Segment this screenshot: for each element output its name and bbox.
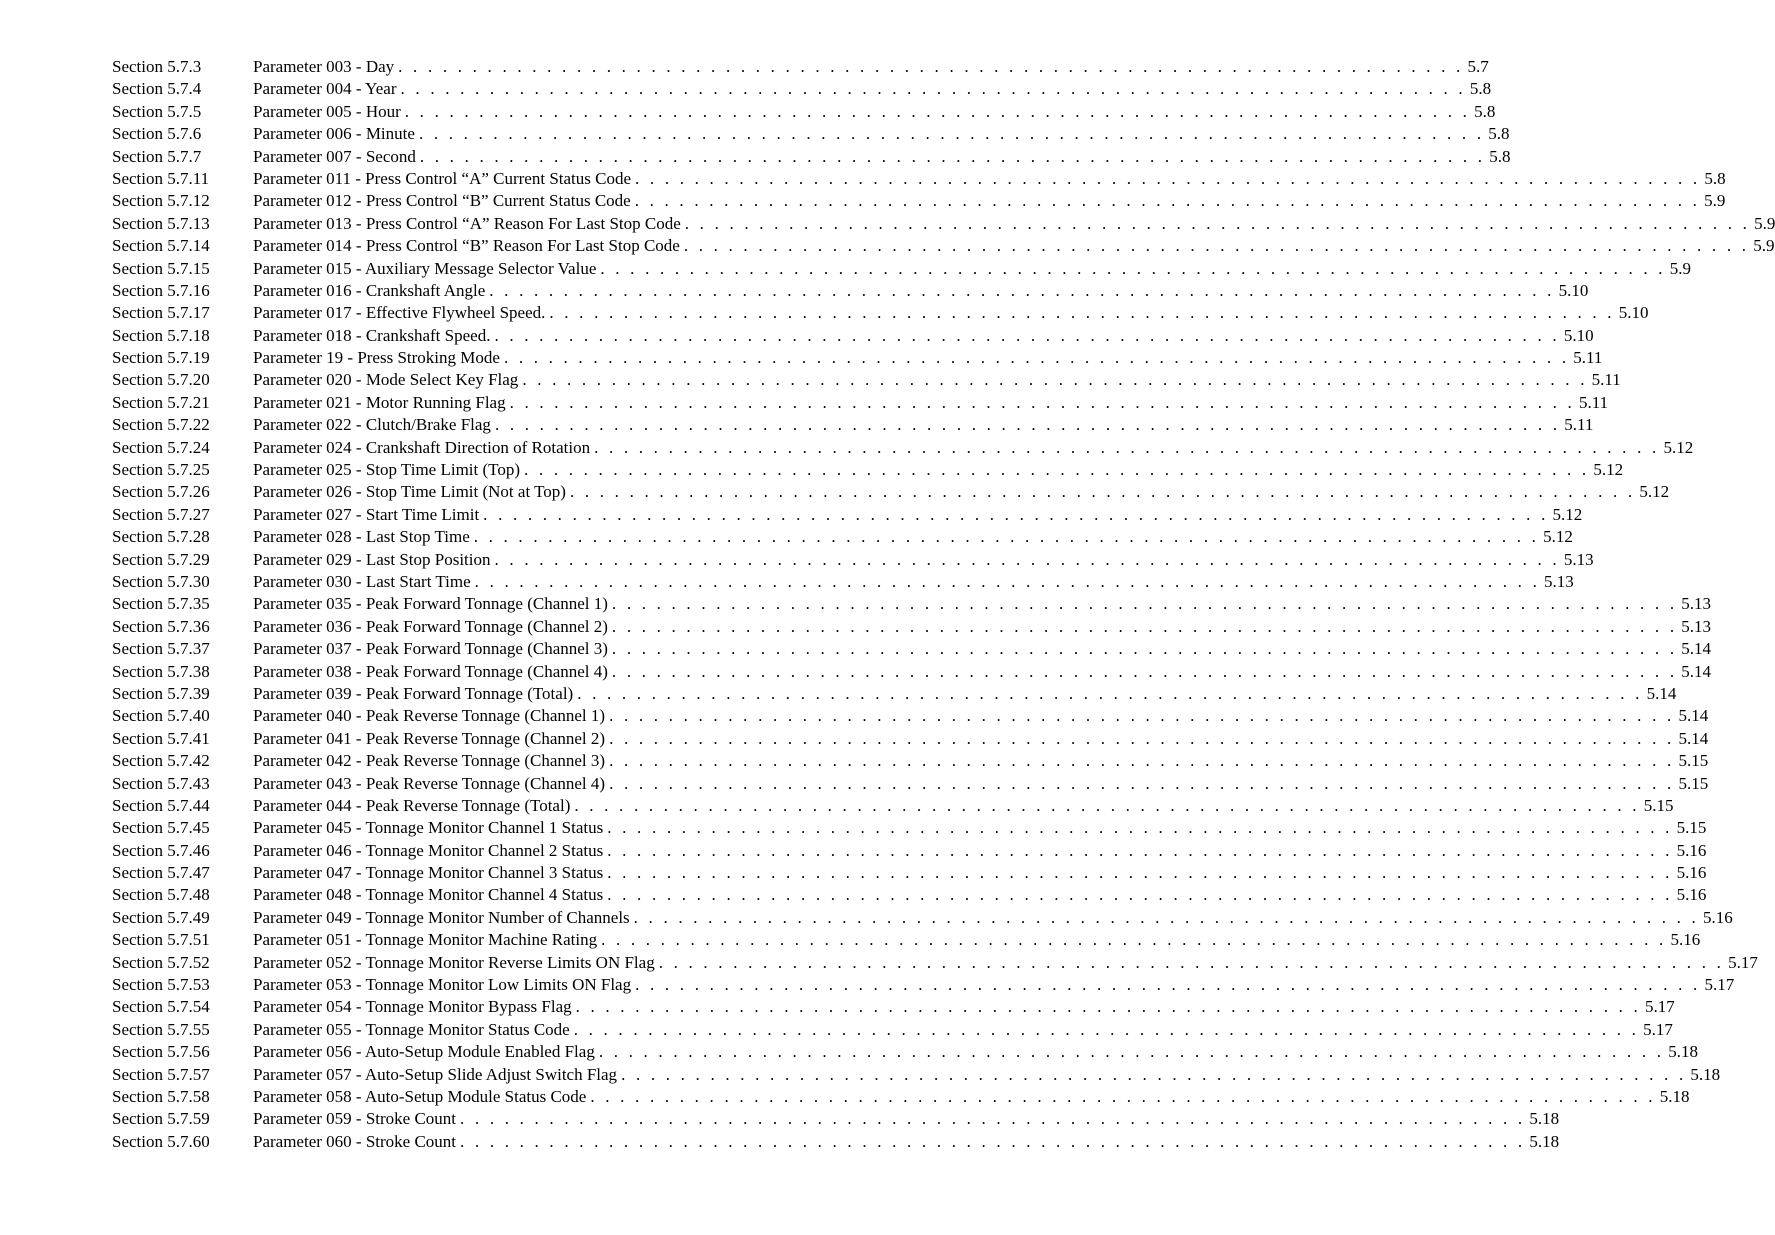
toc-page-number: 5.14 (1681, 661, 1712, 681)
toc-section-number: Section 5.7.6 (112, 124, 202, 144)
toc-page-number: 5.17 (1643, 1019, 1673, 1039)
toc-section-number: Section 5.7.46 (112, 840, 210, 860)
toc-entry-title: Parameter 046 - Tonnage Monitor Channel 2 Status (253, 840, 604, 860)
toc-page-number: 5.8 (1489, 146, 1511, 166)
toc-dot-leader: . . . . . . . . . . . . . . . . . . . . . . . . . . . . . . . . . . . . . . . . . . . . . . . . . . . . . . . . . . . . . . . . . . . . . . . . (509, 392, 1575, 412)
toc-entry-title: Parameter 005 - Hour (253, 101, 401, 121)
toc-entry-title: Parameter 021 - Motor Running Flag (253, 392, 506, 412)
toc-entry[interactable] (112, 996, 1675, 1018)
toc-dot-leader: . . . . . . . . . . . . . . . . . . . . . . . . . . . . . . . . . . . . . . . . . . . . . . . . . . . . . . . . . . . . . . . . . . . . . . . . (473, 527, 1540, 547)
toc-section-number: Section 5.7.17 (112, 303, 210, 323)
toc-section-number: Section 5.7.13 (112, 213, 210, 233)
toc-section-number: Section 5.7.25 (112, 460, 210, 480)
toc-dot-leader: . . . . . . . . . . . . . . . . . . . . . . . . . . . . . . . . . . . . . . . . . . . . . . . . . . . . . . . . . . . . . . . . . . . . . . . . (634, 191, 1701, 211)
toc-page-number: 5.13 (1681, 594, 1712, 614)
toc-dot-leader: . . . . . . . . . . . . . . . . . . . . . . . . . . . . . . . . . . . . . . . . . . . . . . . . . . . . . . . . . . . . . . . . . . . . . . . . (569, 482, 1636, 502)
toc-section-number: Section 5.7.11 (112, 168, 210, 188)
toc-entry-title: Parameter 024 - Crankshaft Direction of Rotation (253, 437, 591, 457)
toc-entry-title: Parameter 011 - Press Control “A” Current Status Code (253, 168, 632, 188)
toc-dot-leader: . . . . . . . . . . . . . . . . . . . . . . . . . . . . . . . . . . . . . . . . . . . . . . . . . . . . . . . . . . . . . . . . . . . . . . . . (460, 1109, 1526, 1129)
toc-page-number: 5.9 (1669, 258, 1691, 278)
toc-dot-leader: . . . . . . . . . . . . . . . . . . . . . . . . . . . . . . . . . . . . . . . . . . . . . . . . . . . . . . . . . . . . . . . . . . . . . . . . (575, 997, 1641, 1017)
toc-section-number: Section 5.7.38 (112, 661, 210, 681)
toc-entry[interactable] (112, 1086, 1690, 1108)
toc-section-number: Section 5.7.20 (112, 370, 210, 390)
toc-page-number: 5.10 (1618, 303, 1649, 323)
toc-section-number: Section 5.7.4 (112, 79, 202, 99)
toc-section-number: Section 5.7.40 (112, 706, 210, 726)
toc-section-number: Section 5.7.51 (112, 930, 210, 950)
toc-section-number: Section 5.7.28 (112, 527, 210, 547)
toc-entry-title: Parameter 058 - Auto-Setup Module Status Code (253, 1086, 587, 1106)
toc-page-number: 5.17 (1728, 952, 1758, 972)
toc-section-number: Section 5.7.53 (112, 975, 210, 995)
toc-dot-leader: . . . . . . . . . . . . . . . . . . . . . . . . . . . . . . . . . . . . . . . . . . . . . . . . . . . . . . . . . . . . . . . . . . . . . . . . (601, 930, 1667, 950)
toc-section-number: Section 5.7.48 (112, 885, 210, 905)
toc-page-number: 5.15 (1678, 773, 1709, 793)
toc-entry[interactable] (112, 437, 1694, 459)
toc-dot-leader: . . . . . . . . . . . . . . . . . . . . . . . . . . . . . . . . . . . . . . . . . . . . . . . . . . . . . . . . . . . . . . . . . . . . . . . . (607, 818, 1673, 838)
toc-page-number: 5.18 (1690, 1064, 1721, 1084)
toc-entry[interactable] (112, 571, 1574, 593)
toc-entry-title: Parameter 013 - Press Control “A” Reason For Last Stop Code (253, 213, 681, 233)
toc-section-number: Section 5.7.45 (112, 818, 210, 838)
toc-section-number: Section 5.7.14 (112, 236, 210, 256)
toc-entry[interactable] (112, 347, 1603, 369)
toc-entry-title: Parameter 056 - Auto-Setup Module Enabled Flag (253, 1042, 595, 1062)
toc-section-number: Section 5.7.3 (112, 57, 202, 76)
toc-entry[interactable] (112, 683, 1677, 705)
toc-entry[interactable] (112, 414, 1594, 436)
toc-section-number: Section 5.7.26 (112, 482, 210, 502)
toc-dot-leader: . . . . . . . . . . . . . . . . . . . . . . . . . . . . . . . . . . . . . . . . . . . . . . . . . . . . . . . . . . . . . . . . . . . . . . . . (611, 661, 1678, 681)
toc-entry-title: Parameter 030 - Last Start Time (253, 571, 471, 591)
toc-dot-leader: . . . . . . . . . . . . . . . . . . . . . . . . . . . . . . . . . . . . . . . . . . . . . . . . . . . . . . . . . . . . . . . . . . . . . . . . (611, 616, 1678, 636)
toc-dot-leader: . . . . . . . . . . . . . . . . . . . . . . . . . . . . . . . . . . . . . . . . . . . . . . . . . . . . . . . . . . . . . . . . . . . . . . . . (573, 1019, 1640, 1039)
toc-section-number: Section 5.7.27 (112, 504, 210, 524)
toc-dot-leader: . . . . . . . . . . . . . . . . . . . . . . . . . . . . . . . . . . . . . . . . . . . . . . . . . . . . . . . . . . . . . . . . . . . . . . . . (684, 213, 1751, 233)
toc-entry-title: Parameter 004 - Year (253, 79, 397, 99)
table-of-contents (112, 56, 1775, 1153)
toc-entry[interactable] (112, 1019, 1673, 1041)
toc-entry-title: Parameter 014 - Press Control “B” Reason For Last Stop Code (253, 236, 680, 256)
toc-page-number: 5.16 (1676, 885, 1707, 905)
toc-dot-leader: . . . . . . . . . . . . . . . . . . . . . . . . . . . . . . . . . . . . . . . . . . . . . . . . . . . . . . . . . . . . . . . . . . . . . . . . (494, 549, 1560, 569)
toc-entry-title: Parameter 049 - Tonnage Monitor Number of Channels (253, 907, 630, 927)
toc-dot-leader: . . . . . . . . . . . . . . . . . . . . . . . . . . . . . . . . . . . . . . . . . . . . . . . . . . . . . . . . . . . . . . . . . . . . . . . . (483, 504, 1549, 524)
toc-page-number: 5.8 (1704, 168, 1726, 188)
toc-dot-leader: . . . . . . . . . . . . . . . . . . . . . . . . . . . . . . . . . . . . . . . . . . . . . . . . . . . . . . . . . . . . . . . . . . . . . . . . (522, 370, 1588, 390)
toc-entry-title: Parameter 017 - Effective Flywheel Speed. (253, 303, 546, 323)
toc-entry[interactable] (112, 884, 1707, 906)
toc-entry-title: Parameter 055 - Tonnage Monitor Status Code (253, 1019, 570, 1039)
toc-page-number: 5.13 (1563, 549, 1594, 569)
toc-entry-title: Parameter 020 - Mode Select Key Flag (253, 370, 519, 390)
toc-entry-title: Parameter 19 - Press Stroking Mode (253, 348, 500, 368)
toc-section-number: Section 5.7.29 (112, 549, 210, 569)
toc-dot-leader: . . . . . . . . . . . . . . . . . . . . . . . . . . . . . . . . . . . . . . . . . . . . . . . . . . . . . . . . . . . . . . . . . . . . . . . . (590, 1086, 1656, 1106)
toc-entry[interactable] (112, 235, 1775, 257)
toc-page-number: 5.11 (1564, 415, 1594, 435)
toc-dot-leader: . . . . . . . . . . . . . . . . . . . . . . . . . . . . . . . . . . . . . . . . . . . . . . . . . . . . . . . . . . . . . . . . . . . . . . . . (503, 348, 1570, 368)
toc-section-number: Section 5.7.44 (112, 795, 210, 815)
toc-section-number: Section 5.7.36 (112, 616, 210, 636)
toc-page-number: 5.13 (1681, 616, 1712, 636)
toc-entry[interactable] (112, 1064, 1721, 1086)
toc-entry-title: Parameter 044 - Peak Reverse Tonnage (Total) (253, 795, 571, 815)
toc-entry[interactable] (112, 840, 1707, 862)
toc-entry-title: Parameter 038 - Peak Forward Tonnage (Channel 4) (253, 661, 608, 681)
toc-entry-title: Parameter 016 - Crankshaft Angle (253, 280, 486, 300)
toc-page-number: 5.9 (1753, 236, 1775, 256)
toc-entry[interactable] (112, 974, 1735, 996)
toc-page-number: 5.16 (1676, 863, 1707, 883)
toc-page-number: 5.15 (1643, 795, 1674, 815)
toc-entry-title: Parameter 037 - Peak Forward Tonnage (Channel 3) (253, 639, 608, 659)
toc-dot-leader: . . . . . . . . . . . . . . . . . . . . . . . . . . . . . . . . . . . . . . . . . . . . . . . . . . . . . . . . . . . . . . . . . . . . . . . . (404, 101, 1471, 121)
toc-entry[interactable] (112, 638, 1712, 660)
toc-entry-title: Parameter 042 - Peak Reverse Tonnage (Channel 3) (253, 751, 606, 771)
toc-entry-title: Parameter 047 - Tonnage Monitor Channel 3 Status (253, 863, 604, 883)
toc-entry[interactable] (112, 101, 1496, 123)
toc-section-number: Section 5.7.56 (112, 1042, 210, 1062)
toc-page-number: 5.8 (1469, 79, 1492, 99)
toc-section-number: Section 5.7.54 (112, 997, 210, 1017)
toc-section-number: Section 5.7.42 (112, 751, 210, 771)
toc-dot-leader: . . . . . . . . . . . . . . . . . . . . . . . . . . . . . . . . . . . . . . . . . . . . . . . . . . . . . . . . . . . . . . . . . . . . . . . . (489, 280, 1555, 300)
toc-section-number: Section 5.7.55 (112, 1019, 210, 1039)
toc-section-number: Section 5.7.24 (112, 437, 210, 457)
toc-dot-leader: . . . . . . . . . . . . . . . . . . . . . . . . . . . . . . . . . . . . . . . . . . . . . . . . . . . . . . . . . . . . . . . . . . . . . . . . (598, 1042, 1665, 1062)
toc-section-number: Section 5.7.12 (112, 191, 210, 211)
toc-page-number: 5.18 (1659, 1086, 1690, 1106)
toc-page-number: 5.11 (1591, 370, 1621, 390)
toc-entry-title: Parameter 039 - Peak Forward Tonnage (Total) (253, 683, 574, 703)
toc-dot-leader: . . . . . . . . . . . . . . . . . . . . . . . . . . . . . . . . . . . . . . . . . . . . . . . . . . . . . . . . . . . . . . . . . . . . . . . . (633, 907, 1700, 927)
toc-dot-leader: . . . . . . . . . . . . . . . . . . . . . . . . . . . . . . . . . . . . . . . . . . . . . . . . . . . . . . . . . . . . . . . . . . . . . . . . (609, 706, 1675, 726)
toc-dot-leader: . . . . . . . . . . . . . . . . . . . . . . . . . . . . . . . . . . . . . . . . . . . . . . . . . . . . . . . . . . . . . . . . . . . . . . . . (635, 168, 1701, 188)
toc-entry[interactable] (112, 280, 1589, 302)
toc-entry-title: Parameter 007 - Second (253, 146, 416, 166)
toc-entry[interactable] (112, 123, 1510, 145)
toc-page-number: 5.15 (1676, 818, 1707, 838)
toc-entry[interactable] (112, 459, 1624, 481)
toc-page-number: 5.12 (1593, 460, 1624, 480)
toc-dot-leader: . . . . . . . . . . . . . . . . . . . . . . . . . . . . . . . . . . . . . . . . . . . . . . . . . . . . . . . . . . . . . . . . . . . . . . . . (419, 146, 1486, 166)
toc-page-number: 5.12 (1639, 482, 1670, 502)
toc-section-number: Section 5.7.39 (112, 683, 210, 703)
toc-entry[interactable] (112, 907, 1733, 929)
toc-dot-leader: . . . . . . . . . . . . . . . . . . . . . . . . . . . . . . . . . . . . . . . . . . . . . . . . . . . . . . . . . . . . . . . . . . . . . . . . (611, 639, 1678, 659)
toc-dot-leader: . . . . . . . . . . . . . . . . . . . . . . . . . . . . . . . . . . . . . . . . . . . . . . . . . . . . . . . . . . . . . . . . . . . . . . . . (611, 594, 1678, 614)
toc-entry-title: Parameter 041 - Peak Reverse Tonnage (Channel 2) (253, 728, 606, 748)
toc-section-number: Section 5.7.59 (112, 1109, 210, 1129)
toc-entry[interactable] (112, 213, 1775, 235)
toc-entry[interactable] (112, 750, 1709, 772)
toc-page-number: 5.12 (1543, 527, 1573, 547)
toc-entry[interactable] (112, 661, 1712, 683)
toc-entry[interactable] (112, 795, 1674, 817)
toc-page-number: 5.12 (1663, 437, 1694, 457)
toc-entry[interactable] (112, 929, 1701, 951)
toc-page-number: 5.9 (1754, 213, 1775, 233)
toc-section-number: Section 5.7.15 (112, 258, 210, 278)
toc-entry-title: Parameter 012 - Press Control “B” Current Status Code (253, 191, 631, 211)
toc-section-number: Section 5.7.18 (112, 325, 210, 345)
toc-entry-title: Parameter 003 - Day (253, 57, 395, 76)
toc-entry-title: Parameter 054 - Tonnage Monitor Bypass Flag (253, 997, 572, 1017)
toc-dot-leader: . . . . . . . . . . . . . . . . . . . . . . . . . . . . . . . . . . . . . . . . . . . . . . . . . . . . . . . . . . . . . . . . . . . . . . . . (400, 79, 1466, 99)
toc-dot-leader: . . . . . . . . . . . . . . . . . . . . . . . . . . . . . . . . . . . . . . . . . . . . . . . . . . . . . . . . . . . . . . . . . . . . . . . . (609, 751, 1675, 771)
toc-page-number: 5.14 (1646, 683, 1677, 703)
toc-entry[interactable] (112, 862, 1707, 884)
toc-entry-title: Parameter 018 - Crankshaft Speed. (253, 325, 491, 345)
toc-entry-title: Parameter 028 - Last Stop Time (253, 527, 470, 547)
toc-page-number: 5.16 (1676, 840, 1707, 860)
toc-section-number: Section 5.7.43 (112, 773, 210, 793)
toc-section-number: Section 5.7.60 (112, 1131, 210, 1151)
toc-dot-leader: . . . . . . . . . . . . . . . . . . . . . . . . . . . . . . . . . . . . . . . . . . . . . . . . . . . . . . . . . . . . . . . . . . . . . . . . (494, 325, 1560, 345)
toc-page-number: 5.15 (1678, 751, 1709, 771)
toc-section-number: Section 5.7.16 (112, 280, 210, 300)
toc-entry[interactable] (112, 392, 1609, 414)
toc-page-number: 5.17 (1704, 975, 1735, 995)
toc-entry[interactable] (112, 302, 1649, 324)
toc-dot-leader: . . . . . . . . . . . . . . . . . . . . . . . . . . . . . . . . . . . . . . . . . . . . . . . . . . . . . . . . . . . . . . . . . . . . . . . . (607, 885, 1673, 905)
toc-section-number: Section 5.7.41 (112, 728, 210, 748)
toc-page-number: 5.9 (1704, 191, 1726, 211)
toc-page-number: 5.8 (1488, 124, 1510, 144)
toc-section-number: Section 5.7.19 (112, 348, 210, 368)
toc-page-number: 5.17 (1644, 997, 1675, 1017)
toc-dot-leader: . . . . . . . . . . . . . . . . . . . . . . . . . . . . . . . . . . . . . . . . . . . . . . . . . . . . . . . . . . . . . . . . . . . . . . . . (621, 1064, 1687, 1084)
toc-dot-leader: . . . . . . . . . . . . . . . . . . . . . . . . . . . . . . . . . . . . . . . . . . . . . . . . . . . . . . . . . . . . . . . . . . . . . . . . (607, 863, 1673, 883)
toc-dot-leader: . . . . . . . . . . . . . . . . . . . . . . . . . . . . . . . . . . . . . . . . . . . . . . . . . . . . . . . . . . . . . . . . . . . . . . . . (607, 840, 1673, 860)
toc-entry[interactable] (112, 258, 1691, 280)
toc-dot-leader: . . . . . . . . . . . . . . . . . . . . . . . . . . . . . . . . . . . . . . . . . . . . . . . . . . . . . . . . . . . . . . . . . . . . . . . . (635, 975, 1701, 995)
toc-dot-leader: . . . . . . . . . . . . . . . . . . . . . . . . . . . . . . . . . . . . . . . . . . . . . . . . . . . . . . . . . . . . . . . . . . . . . . . . (658, 952, 1725, 972)
toc-dot-leader: . . . . . . . . . . . . . . . . . . . . . . . . . . . . . . . . . . . . . . . . . . . . . . . . . . . . . . . . . . . . . . . . . . . . . . . . (574, 795, 1640, 815)
toc-page-number: 5.8 (1474, 101, 1496, 121)
toc-page-number: 5.12 (1552, 504, 1583, 524)
toc-entry-title: Parameter 036 - Peak Forward Tonnage (Channel 2) (253, 616, 608, 636)
toc-entry-title: Parameter 045 - Tonnage Monitor Channel 1 Status (253, 818, 604, 838)
toc-entry[interactable] (112, 549, 1594, 571)
toc-page-number: 5.14 (1678, 706, 1709, 726)
toc-section-number: Section 5.7.58 (112, 1086, 210, 1106)
toc-page-number: 5.18 (1529, 1109, 1560, 1129)
toc-page-number: 5.16 (1703, 907, 1733, 927)
toc-entry[interactable] (112, 168, 1726, 190)
toc-entry-title: Parameter 057 - Auto-Setup Slide Adjust Switch Flag (253, 1064, 618, 1084)
toc-entry-title: Parameter 026 - Stop Time Limit (Not at Top) (253, 482, 566, 502)
toc-dot-leader: . . . . . . . . . . . . . . . . . . . . . . . . . . . . . . . . . . . . . . . . . . . . . . . . . . . . . . . . . . . . . . . . . . . . . . . . (683, 236, 1750, 256)
toc-entry-title: Parameter 029 - Last Stop Position (253, 549, 491, 569)
toc-entry-title: Parameter 043 - Peak Reverse Tonnage (Channel 4) (253, 773, 606, 793)
toc-page-number: 5.11 (1578, 392, 1609, 412)
toc-page-number: 5.14 (1681, 639, 1712, 659)
toc-entry[interactable] (112, 1131, 1560, 1153)
toc-entry[interactable] (112, 705, 1709, 727)
toc-entry-title: Parameter 059 - Stroke Count (253, 1109, 457, 1129)
toc-entry[interactable] (112, 728, 1709, 750)
toc-page-number: 5.11 (1573, 348, 1603, 368)
toc-section-number: Section 5.7.7 (112, 146, 202, 166)
toc-entry-title: Parameter 027 - Start Time Limit (253, 504, 480, 524)
toc-entry[interactable] (112, 952, 1758, 974)
toc-page-number: 5.10 (1558, 280, 1589, 300)
toc-dot-leader: . . . . . . . . . . . . . . . . . . . . . . . . . . . . . . . . . . . . . . . . . . . . . . . . . . . . . . . . . . . . . . . . . . . . . . . . (418, 124, 1485, 144)
toc-dot-leader: . . . . . . . . . . . . . . . . . . . . . . . . . . . . . . . . . . . . . . . . . . . . . . . . . . . . . . . . . . . . . . . . . . . . . . . . (398, 57, 1464, 76)
toc-entry[interactable] (112, 56, 1489, 78)
toc-entry[interactable] (112, 1041, 1698, 1063)
toc-entry-title: Parameter 051 - Tonnage Monitor Machine Rating (253, 930, 598, 950)
toc-dot-leader: . . . . . . . . . . . . . . . . . . . . . . . . . . . . . . . . . . . . . . . . . . . . . . . . . . . . . . . . . . . . . . . . . . . . . . . . (494, 415, 1561, 435)
toc-entry[interactable] (112, 481, 1670, 503)
toc-section-number: Section 5.7.37 (112, 639, 210, 659)
toc-dot-leader: . . . . . . . . . . . . . . . . . . . . . . . . . . . . . . . . . . . . . . . . . . . . . . . . . . . . . . . . . . . . . . . . . . . . . . . . (609, 773, 1675, 793)
toc-page-number: 5.10 (1563, 325, 1594, 345)
toc-entry[interactable] (112, 526, 1573, 548)
toc-entry[interactable] (112, 593, 1712, 615)
toc-entry-title: Parameter 015 - Auxiliary Message Selector Value (253, 258, 597, 278)
toc-page-number: 5.18 (1668, 1042, 1698, 1062)
toc-dot-leader: . . . . . . . . . . . . . . . . . . . . . . . . . . . . . . . . . . . . . . . . . . . . . . . . . . . . . . . . . . . . . . . . . . . . . . . . (577, 683, 1643, 703)
toc-section-number: Section 5.7.21 (112, 392, 210, 412)
toc-entry[interactable] (112, 369, 1621, 391)
toc-dot-leader: . . . . . . . . . . . . . . . . . . . . . . . . . . . . . . . . . . . . . . . . . . . . . . . . . . . . . . . . . . . . . . . . . . . . . . . . (609, 728, 1675, 748)
toc-entry[interactable] (112, 146, 1511, 168)
toc-entry-title: Parameter 022 - Clutch/Brake Flag (253, 415, 491, 435)
toc-section-number: Section 5.7.47 (112, 863, 210, 883)
toc-entry[interactable] (112, 78, 1492, 100)
toc-dot-leader: . . . . . . . . . . . . . . . . . . . . . . . . . . . . . . . . . . . . . . . . . . . . . . . . . . . . . . . . . . . . . . . . . . . . . . . . (549, 303, 1615, 323)
toc-entry-title: Parameter 052 - Tonnage Monitor Reverse Limits ON Flag (253, 952, 655, 972)
toc-section-number: Section 5.7.57 (112, 1064, 210, 1084)
toc-page-number: 5.7 (1467, 57, 1489, 76)
toc-dot-leader: . . . . . . . . . . . . . . . . . . . . . . . . . . . . . . . . . . . . . . . . . . . . . . . . . . . . . . . . . . . . . . . . . . . . . . . . (460, 1131, 1526, 1151)
toc-entry-title: Parameter 006 - Minute (253, 124, 415, 144)
toc-entry[interactable] (112, 616, 1712, 638)
toc-entry[interactable] (112, 325, 1594, 347)
toc-page-number: 5.16 (1670, 930, 1701, 950)
toc-dot-leader: . . . . . . . . . . . . . . . . . . . . . . . . . . . . . . . . . . . . . . . . . . . . . . . . . . . . . . . . . . . . . . . . . . . . . . . . (474, 571, 1541, 591)
toc-entry-title: Parameter 048 - Tonnage Monitor Channel 4 Status (253, 885, 604, 905)
toc-entry-title: Parameter 025 - Stop Time Limit (Top) (253, 460, 521, 480)
toc-entry-title: Parameter 040 - Peak Reverse Tonnage (Channel 1) (253, 706, 606, 726)
toc-entry[interactable] (112, 1108, 1560, 1130)
toc-entry[interactable] (112, 504, 1583, 526)
toc-dot-leader: . . . . . . . . . . . . . . . . . . . . . . . . . . . . . . . . . . . . . . . . . . . . . . . . . . . . . . . . . . . . . . . . . . . . . . . . (594, 437, 1660, 457)
toc-section-number: Section 5.7.5 (112, 101, 202, 121)
toc-entry-title: Parameter 060 - Stroke Count (253, 1131, 457, 1151)
toc-entry[interactable] (112, 190, 1726, 212)
toc-section-number: Section 5.7.49 (112, 907, 210, 927)
toc-entry[interactable] (112, 817, 1707, 839)
toc-page-number: 5.18 (1529, 1131, 1560, 1151)
toc-entry-title: Parameter 035 - Peak Forward Tonnage (Channel 1) (253, 594, 608, 614)
toc-dot-leader: . . . . . . . . . . . . . . . . . . . . . . . . . . . . . . . . . . . . . . . . . . . . . . . . . . . . . . . . . . . . . . . . . . . . . . . . (524, 460, 1590, 480)
toc-section-number: Section 5.7.35 (112, 594, 210, 614)
toc-section-number: Section 5.7.22 (112, 415, 210, 435)
toc-page-number: 5.14 (1678, 728, 1709, 748)
toc-page-number: 5.13 (1544, 571, 1574, 591)
toc-section-number: Section 5.7.30 (112, 571, 210, 591)
toc-entry-title: Parameter 053 - Tonnage Monitor Low Limits ON Flag (253, 975, 632, 995)
toc-dot-leader: . . . . . . . . . . . . . . . . . . . . . . . . . . . . . . . . . . . . . . . . . . . . . . . . . . . . . . . . . . . . . . . . . . . . . . . . (600, 258, 1666, 278)
toc-section-number: Section 5.7.52 (112, 952, 210, 972)
toc-entry[interactable] (112, 773, 1709, 795)
